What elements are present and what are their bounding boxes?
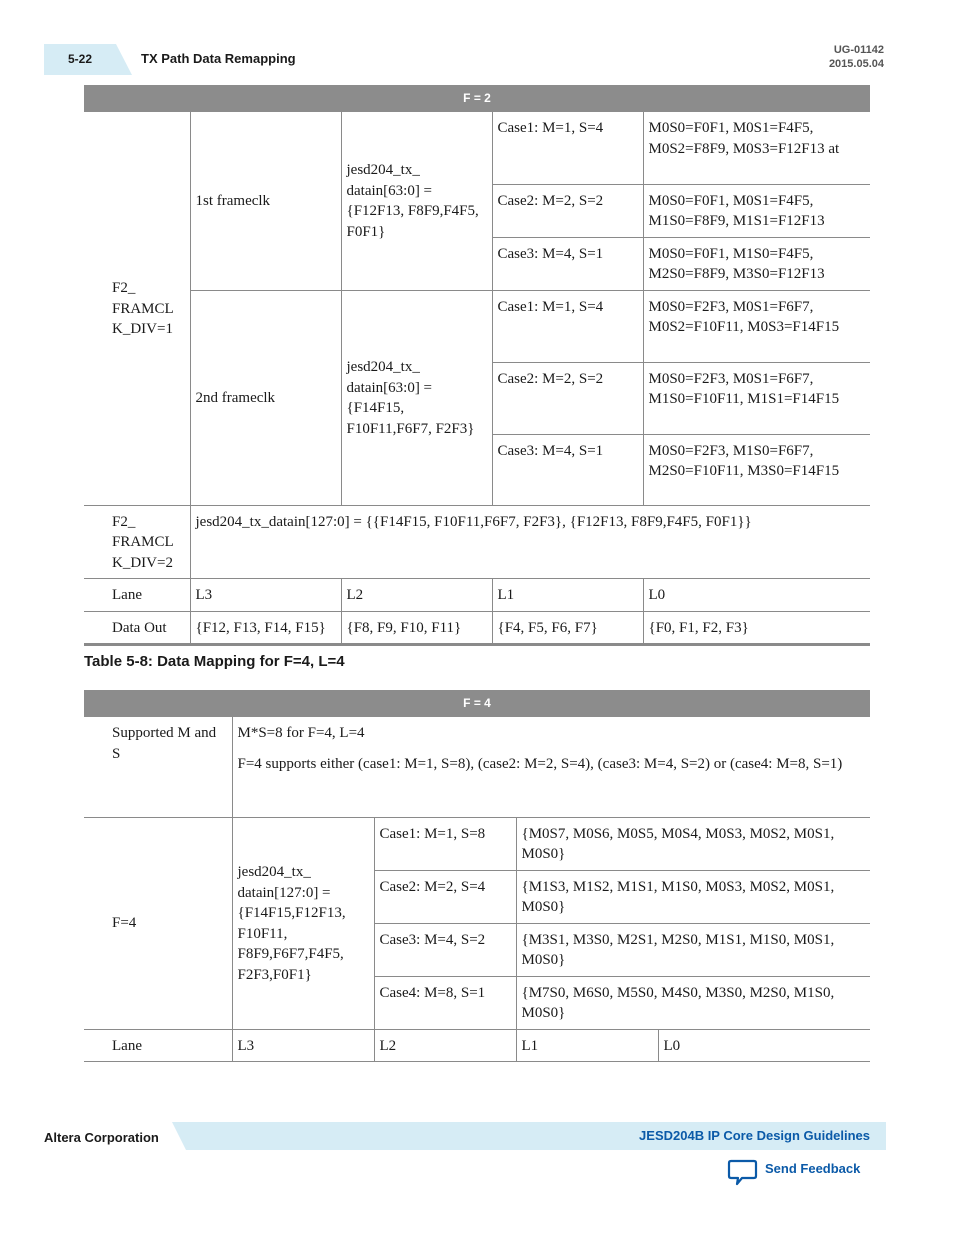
- case-mapping: M0S0=F2F3, M0S1=F6F7, M0S2=F10F11, M0S3=F14F15: [643, 290, 870, 362]
- case-mapping: {M1S3, M1S2, M1S1, M1S0, M0S3, M0S2, M0S1, M0S0}: [516, 870, 870, 923]
- case-mapping: M0S0=F2F3, M0S1=F6F7, M1S0=F10F11, M1S1=F14F15: [643, 362, 870, 434]
- lane-cell: L3: [232, 1029, 374, 1062]
- case-mapping: M0S0=F0F1, M0S1=F4F5, M1S0=F8F9, M1S1=F12F13: [643, 184, 870, 237]
- table-row: [84, 505, 870, 579]
- case-mapping: {M0S7, M0S6, M0S5, M0S4, M0S3, M0S2, M0S1, M0S0}: [516, 817, 870, 870]
- case-label: Case1: M=1, S=4: [492, 290, 643, 362]
- table-row: [84, 611, 870, 645]
- dataout-label: Data Out: [84, 611, 190, 645]
- datain-value: jesd204_tx_ datain[63:0] = {F14F15, F10F11,F6F7, F2F3}: [341, 290, 492, 505]
- lane-cell: L0: [658, 1029, 870, 1062]
- supported-line-1: M*S=8 for F=4, L=4: [237, 725, 365, 741]
- case-label: Case2: M=2, S=2: [492, 362, 643, 434]
- guide-title-link[interactable]: JESD204B IP Core Design Guidelines: [639, 1128, 870, 1143]
- case-label: Case2: M=2, S=2: [492, 184, 643, 237]
- dataout-cell: {F0, F1, F2, F3}: [643, 611, 870, 645]
- supported-line-2: F=4 supports either (case1: M=1, S=8), (case2: M=2, S=4), (case3: M=4, S=2) or (case4: M=8, S=1): [237, 755, 843, 772]
- case-mapping: {M7S0, M6S0, M5S0, M4S0, M3S0, M2S0, M1S0, M0S0}: [516, 976, 870, 1029]
- f4-label: F=4: [84, 817, 232, 1029]
- dataout-cell: {F4, F5, F6, F7}: [492, 611, 643, 645]
- table-row: [84, 1029, 870, 1062]
- doc-date: 2015.05.04: [828, 58, 884, 70]
- framclk-div1-label: F2_ FRAMCL K_DIV=1: [84, 112, 190, 505]
- frameclk-label: 1st frameclk: [190, 112, 341, 290]
- supported-value: [232, 717, 870, 817]
- lane-label: Lane: [84, 1029, 232, 1062]
- framclk-div2-label: F2_ FRAMCL K_DIV=2: [84, 505, 190, 579]
- case-mapping: M0S0=F0F1, M0S1=F4F5, M0S2=F8F9, M0S3=F12F13 at: [643, 112, 870, 184]
- table-row: [84, 112, 870, 184]
- case-label: Case1: M=1, S=4: [492, 112, 643, 184]
- table-f2: [84, 85, 870, 646]
- table-f4: [84, 690, 870, 1062]
- doc-id: UG-01142: [833, 44, 884, 56]
- table-row: [84, 579, 870, 612]
- table-row: [84, 817, 870, 870]
- lane-cell: L0: [643, 579, 870, 612]
- doc-info: [829, 43, 884, 71]
- send-feedback-label: Send Feedback: [765, 1161, 861, 1176]
- table-caption: Table 5-8: Data Mapping for F=4, L=4: [84, 653, 345, 670]
- dataout-cell: {F12, F13, F14, F15}: [190, 611, 341, 645]
- speech-bubble-icon: [727, 1158, 759, 1186]
- page-number: 5-22: [67, 52, 93, 66]
- datain-value: jesd204_tx_ datain[63:0] = {F12F13, F8F9,F4F5, F0F1}: [341, 112, 492, 290]
- lane-cell: L3: [190, 579, 341, 612]
- table-band: F = 2: [84, 85, 870, 112]
- case-mapping: M0S0=F2F3, M1S0=F6F7, M2S0=F10F11, M3S0=F14F15: [643, 434, 870, 505]
- company-name: Altera Corporation: [44, 1130, 159, 1145]
- table-row: [84, 290, 870, 362]
- table-band-row: [84, 690, 870, 717]
- case-label: Case2: M=2, S=4: [374, 870, 516, 923]
- table-row: [84, 717, 870, 817]
- section-title: TX Path Data Remapping: [141, 51, 296, 66]
- supported-label: Supported M and S: [84, 717, 232, 817]
- dataout-cell: {F8, F9, F10, F11}: [341, 611, 492, 645]
- framclk-div2-value: jesd204_tx_datain[127:0] = {{F14F15, F10F11,F6F7, F2F3}, {F12F13, F8F9,F4F5, F0F1}}: [190, 505, 870, 579]
- case-label: Case3: M=4, S=1: [492, 434, 643, 505]
- datain-value: jesd204_tx_ datain[127:0] = {F14F15,F12F13, F10F11, F8F9,F6F7,F4F5, F2F3,F0F1}: [232, 817, 374, 1029]
- case-mapping: M0S0=F0F1, M1S0=F4F5, M2S0=F8F9, M3S0=F12F13: [643, 237, 870, 290]
- lane-cell: L2: [341, 579, 492, 612]
- frameclk-label: 2nd frameclk: [190, 290, 341, 505]
- table-band-row: [84, 85, 870, 112]
- case-label: Case1: M=1, S=8: [374, 817, 516, 870]
- table-band: F = 4: [84, 690, 870, 717]
- lane-cell: L1: [516, 1029, 658, 1062]
- case-label: Case4: M=8, S=1: [374, 976, 516, 1029]
- case-mapping: {M3S1, M3S0, M2S1, M2S0, M1S1, M1S0, M0S1, M0S0}: [516, 923, 870, 976]
- case-label: Case3: M=4, S=2: [374, 923, 516, 976]
- lane-cell: L1: [492, 579, 643, 612]
- lane-cell: L2: [374, 1029, 516, 1062]
- lane-label: Lane: [84, 579, 190, 612]
- case-label: Case3: M=4, S=1: [492, 237, 643, 290]
